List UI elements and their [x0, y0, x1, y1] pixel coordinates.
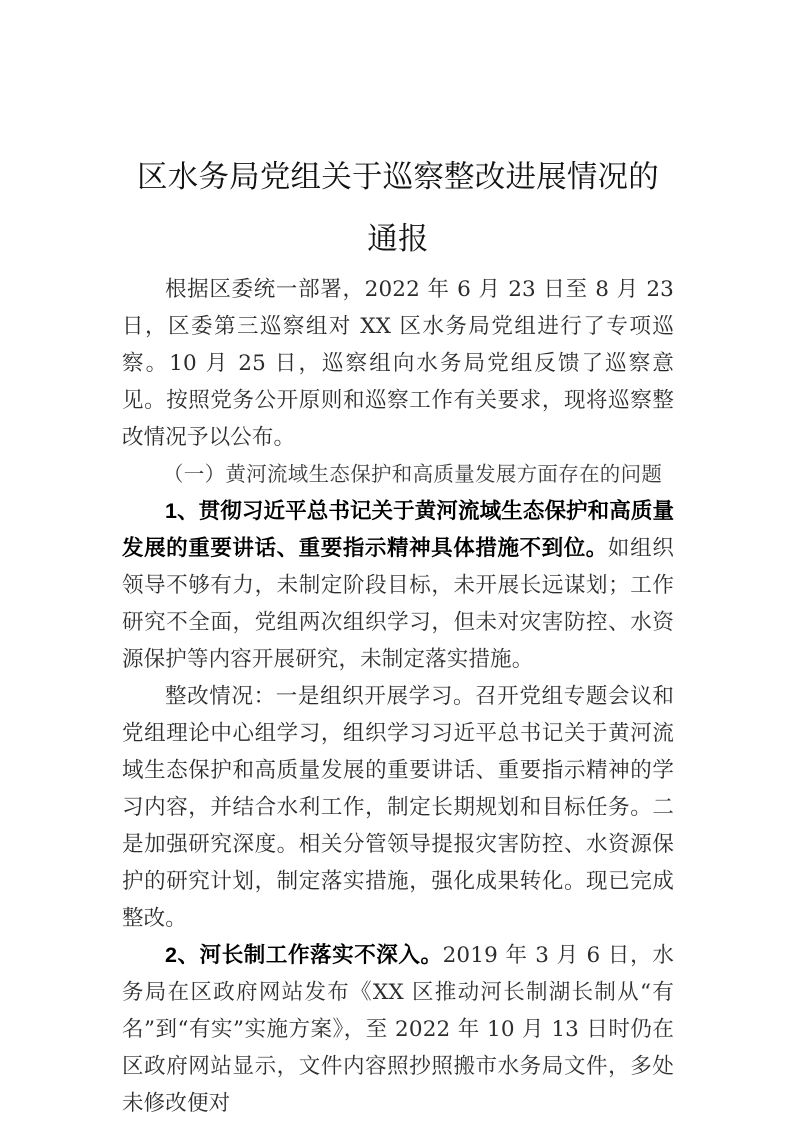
item-2-bold-lead: 2、河长制工作落实不深入。: [165, 943, 443, 967]
section-heading-1: （一）黄河流域生态保护和高质量发展方面存在的问题: [163, 462, 663, 486]
paragraph-item-1-rectification: 整改情况：一是组织开展学习。召开党组专题会议和党组理论中心组学习，组织学习习近平总书记关于黄河流域生态保护和高质量发展的重要讲话、重要指示精神的学习内容，并结合水利工作，制定长期规划和目标任务。二是加强研究深度。相关分管领导提报灾害防控、水资源保护的研究计划，制定落实措施，强化成果转化。现已完成整改。: [122, 684, 674, 931]
paragraph-item-1: [122, 493, 674, 678]
paragraph-item-2: [122, 937, 674, 1122]
paragraph-intro: 根据区委统一部署，2022 年 6 月 23 日至 8 月 23 日，区委第三巡察组对 XX 区水务局党组进行了专项巡察。10 月 25 日，巡察组向水务局党组反馈了巡察意见。按照党务公开原则和巡察工作有关要求，现将巡察整改情况予以公布。: [122, 277, 674, 450]
document-body: [122, 271, 674, 1122]
item-2-body: 2019 年 3 月 6 日，水务局在区政府网站发布《XX 区推动河长制湖长制从“有名”到“有实”实施方案》，至 2022 年 10 月 13 日时仍在区政府网站显示，文件内容照抄照搬市水务局文件，多处未修改便对: [122, 943, 674, 1116]
page-title: 区水务局党组关于巡察整改进展情况的通报: [137, 160, 659, 257]
item-1-bold-lead: 1、贯彻习近平总书记关于黄河流域生态保护和高质量发展的重要讲话、重要指示精神具体措施不到位。: [122, 499, 674, 560]
item-1-body: 如组织领导不够有力，未制定阶段目标，未开展长远谋划；工作研究不全面，党组两次组织学习，但未对灾害防控、水资源保护等内容开展研究，未制定落实措施。: [122, 536, 674, 672]
